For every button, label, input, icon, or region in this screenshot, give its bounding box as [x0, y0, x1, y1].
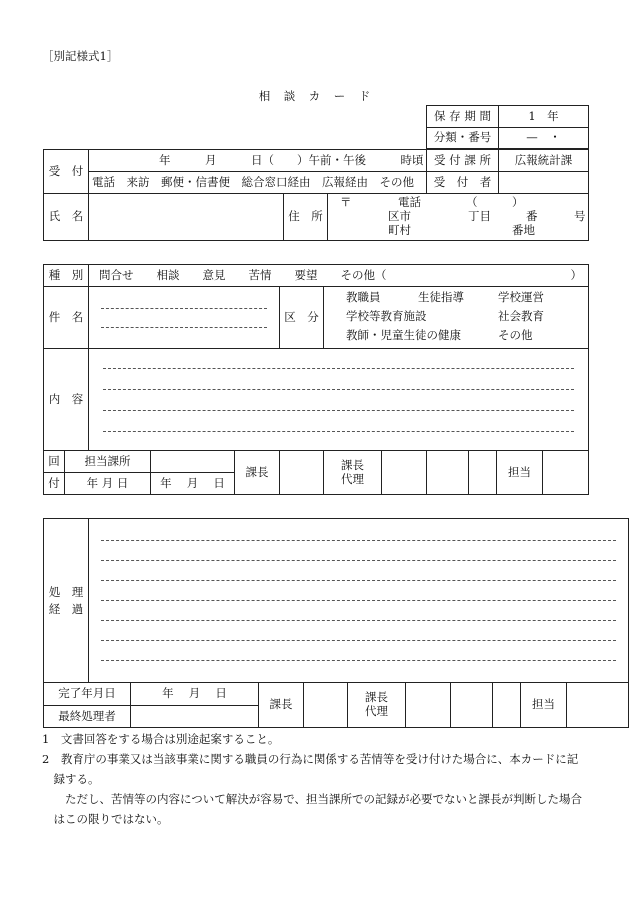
process-label-line2: 経 過	[48, 601, 84, 616]
postal-mark: 〒	[340, 195, 352, 209]
reception-table	[43, 149, 589, 241]
notes	[42, 729, 582, 829]
note-2a: 2 教育庁の事業又は当該事業に関する職員の行為に関係する苦情等を受け付けた場合に、本カードに記	[42, 752, 579, 766]
final-handler-value[interactable]	[131, 706, 259, 728]
ban-label: 番	[526, 209, 538, 223]
reception-dept-label: 受 付 課 所	[427, 150, 499, 172]
note-1: 1 文書回答をする場合は別途起案すること。	[42, 732, 280, 746]
final-handler-label: 最終処理者	[44, 706, 131, 728]
note-2b: 録する。	[42, 772, 100, 786]
reply-chief-label: 課長	[235, 451, 280, 495]
note-3b: はこの限りではない。	[42, 812, 169, 826]
phone-parens: （ ）	[466, 195, 524, 209]
category-options[interactable]	[324, 287, 589, 349]
completion-value[interactable]: 年 月 日	[131, 683, 259, 706]
reply-stamp-4[interactable]	[469, 451, 497, 495]
reply-date-label: 年 月 日	[65, 473, 151, 495]
classification-value: — ・	[499, 128, 589, 149]
process-label	[44, 519, 89, 683]
process-staff-stamp[interactable]	[567, 683, 629, 728]
reception-datetime: 年 月 日（ ）午前・午後 時頃	[89, 150, 427, 172]
category-health[interactable]: 教師・児童生徒の健康	[346, 328, 461, 342]
category-guidance[interactable]: 生徒指導	[418, 290, 464, 304]
subject-field[interactable]	[89, 287, 280, 349]
reply-deputy-stamp[interactable]	[382, 451, 427, 495]
classification-label: 分類・番号	[427, 128, 499, 149]
content-field[interactable]	[89, 349, 589, 451]
name-label: 氏 名	[44, 194, 89, 241]
address-label: 住 所	[284, 194, 328, 241]
process-field[interactable]	[89, 519, 629, 683]
process-label-line1: 処 理	[48, 584, 84, 599]
reply-deputy-label: 課長 代理	[324, 451, 382, 495]
retention-label: 保 存 期 間	[427, 106, 499, 128]
reply-dept-label: 担当課所	[65, 451, 151, 473]
cho-son-label: 町村	[388, 223, 411, 237]
ku-shi-label: 区市	[388, 209, 411, 223]
content-label: 内 容	[44, 349, 89, 451]
reception-method: 電話 来訪 郵便・信書便 総合窓口経由 広報経由 その他	[89, 172, 427, 194]
consultation-table	[43, 264, 589, 495]
category-teachers[interactable]: 教職員	[346, 290, 381, 304]
process-chief-label: 課長	[259, 683, 304, 728]
page-title: 相 談 カ ー ド	[258, 89, 372, 103]
form-label: ［別記様式1］	[42, 49, 119, 63]
process-table	[43, 518, 629, 728]
process-deputy-label: 課長 代理	[348, 683, 406, 728]
reply-kai: 回	[44, 451, 65, 473]
phone-label: 電話	[398, 195, 421, 209]
process-stamp-3[interactable]	[451, 683, 493, 728]
address-field[interactable]	[328, 194, 589, 241]
reception-person-label: 受 付 者	[427, 172, 499, 194]
process-chief-stamp[interactable]	[304, 683, 348, 728]
chome-label: 丁目	[468, 209, 491, 223]
reception-dept-value: 広報統計課	[499, 150, 589, 172]
category-social-education[interactable]: 社会教育	[498, 309, 544, 323]
reply-chief-stamp[interactable]	[280, 451, 324, 495]
reply-stamp-3[interactable]	[427, 451, 469, 495]
reply-staff-stamp[interactable]	[543, 451, 589, 495]
reception-label: 受 付	[44, 150, 89, 194]
banchi-label: 番地	[512, 223, 535, 237]
retention-value: 1 年	[499, 106, 589, 128]
retention-table	[426, 105, 589, 149]
reply-tsuki: 付	[44, 473, 65, 495]
reply-staff-label: 担当	[497, 451, 543, 495]
note-3a: ただし、苦情等の内容について解決が容易で、担当課所での記録が必要でないと課長が判断した場合	[42, 792, 583, 806]
subject-label: 件 名	[44, 287, 89, 349]
completion-label: 完了年月日	[44, 683, 131, 706]
reply-date-value[interactable]: 年 月 日	[151, 473, 235, 495]
type-options[interactable]: 問合せ 相談 意見 苦情 要望 その他（ ）	[89, 265, 589, 287]
process-staff-label: 担当	[521, 683, 567, 728]
go-label: 号	[574, 209, 586, 223]
process-stamp-4[interactable]	[493, 683, 521, 728]
name-field[interactable]	[89, 194, 284, 241]
type-label: 種 別	[44, 265, 89, 287]
category-other[interactable]: その他	[498, 328, 533, 342]
category-school-operation[interactable]: 学校運営	[498, 290, 544, 304]
category-facilities[interactable]: 学校等教育施設	[346, 309, 427, 323]
reception-person-value[interactable]	[499, 172, 589, 194]
process-deputy-stamp[interactable]	[406, 683, 451, 728]
category-label: 区 分	[280, 287, 324, 349]
reply-dept-value[interactable]	[151, 451, 235, 473]
